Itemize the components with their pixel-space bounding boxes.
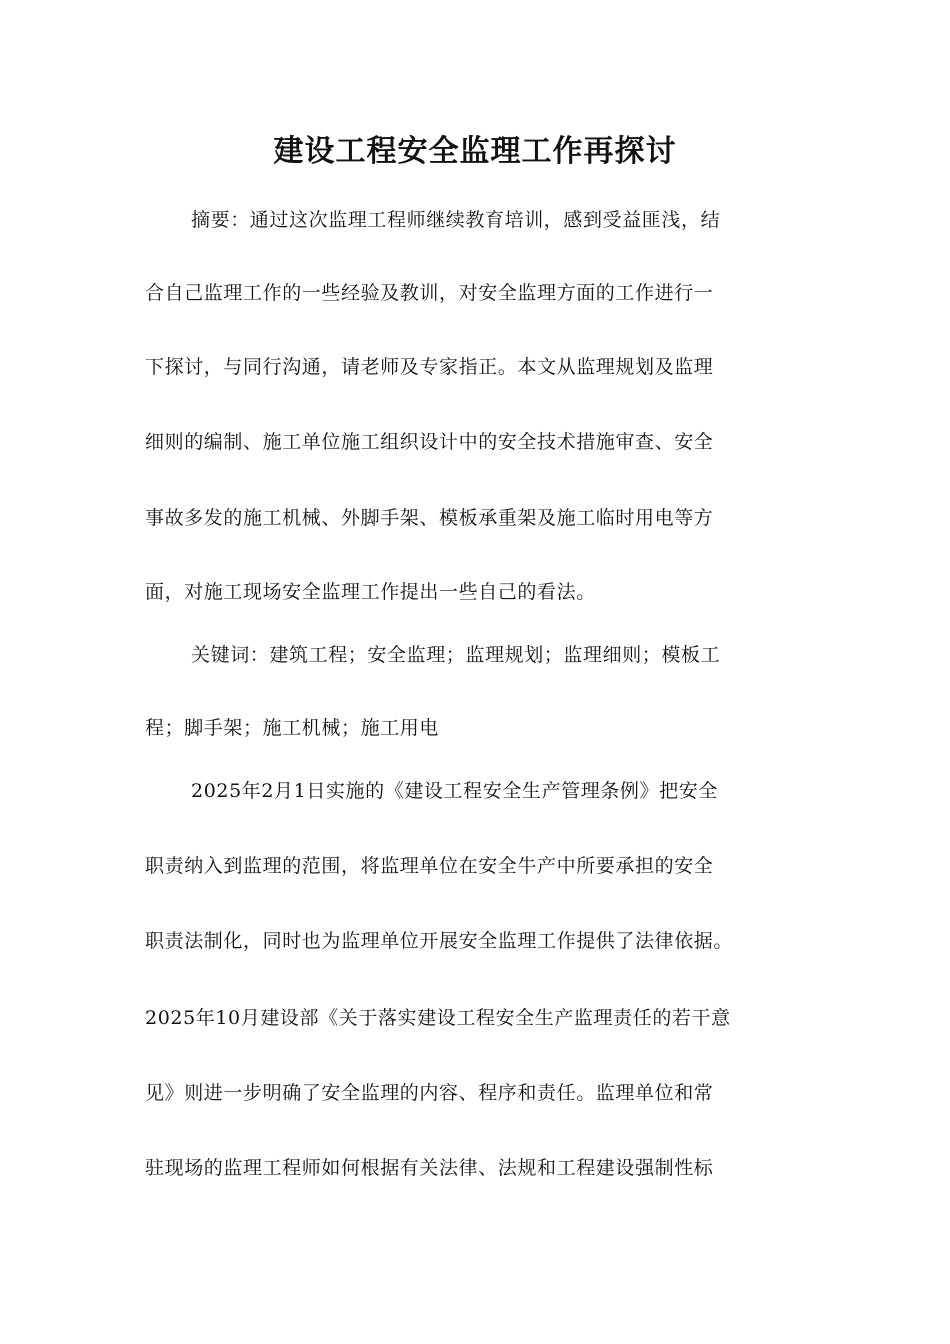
abstract-line-1: 摘要：通过这次监理工程师继续教育培训，感到受益匪浅，结 — [191, 209, 721, 231]
keywords-line-2: 程；脚手架；施工机械；施工用电 — [145, 717, 440, 739]
abstract-line-3: 下探讨，与同行沟通，请老师及专家指正。本文从监理规划及监理 — [145, 356, 714, 378]
body-line-4: 2025年10月建设部《关于落实建设工程安全生产监理责任的若干意 — [145, 1007, 731, 1029]
body-line-3: 职责法制化，同时也为监理单位开展安全监理工作提供了法律依据。 — [145, 930, 734, 952]
abstract-line-6: 面，对施工现场安全监理工作提出一些自己的看法。 — [145, 581, 596, 603]
abstract-line-5: 事故多发的施工机械、外脚手架、模板承重架及施工临时用电等方 — [145, 507, 714, 529]
body-line-6: 驻现场的监理工程师如何根据有关法律、法规和工程建设强制性标 — [145, 1157, 714, 1179]
body-line-2: 职责纳入到监理的范围，将监理单位在安全牛产中所要承担的安全 — [145, 855, 714, 877]
body-line-5: 见》则进一步明确了安全监理的内容、程序和责任。监理单位和常 — [145, 1082, 714, 1104]
body-line-1: 2025年2月1日实施的《建设工程安全生产管理条例》把安全 — [191, 780, 718, 802]
document-title: 建设工程安全监理工作再探讨 — [273, 134, 677, 169]
keywords-line-1: 关键词：建筑工程；安全监理；监理规划；监理细则；模板工 — [191, 644, 721, 666]
abstract-line-2: 合自己监理工作的一些经验及教训，对安全监理方面的工作进行一 — [145, 282, 714, 304]
abstract-line-4: 细则的编制、施工单位施工组织设计中的安全技术措施审查、安全 — [145, 431, 714, 453]
